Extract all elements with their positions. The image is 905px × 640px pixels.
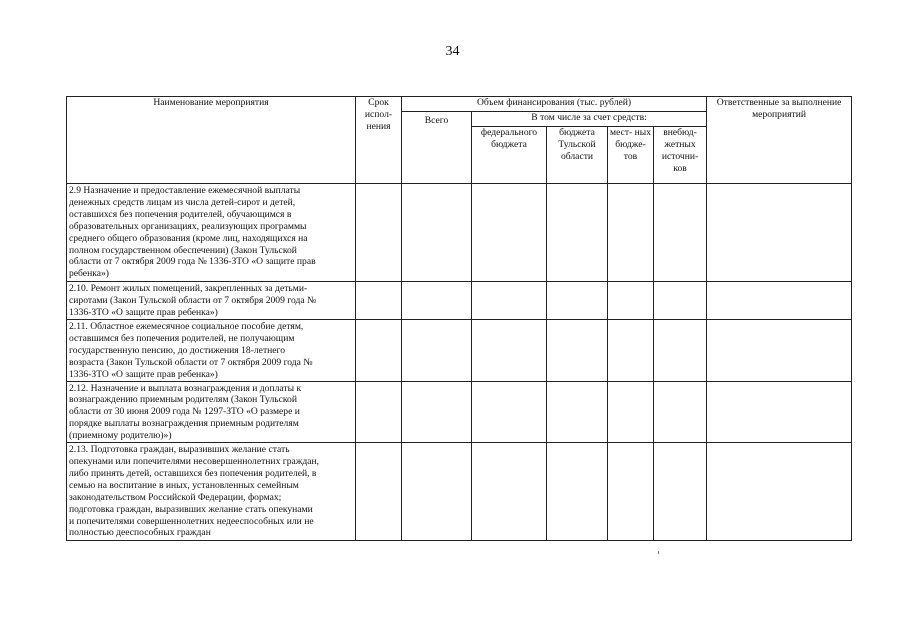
empty-cell <box>472 184 547 282</box>
row-2-11-text: 2.11. Областное ежемесячное социальное пособие детям, оставшимся без попечения родителей, не получающим государственную пенсию, до достижения 18-летнего возраста (Закон Тульской области от 7 октября 2009 года № 1336-ЗТО «О защите прав ребенка») <box>67 320 356 382</box>
empty-cell <box>608 443 654 541</box>
empty-cell <box>356 282 402 320</box>
funding-table <box>66 96 852 541</box>
empty-cell <box>654 381 707 443</box>
empty-cell <box>707 282 852 320</box>
empty-cell <box>608 282 654 320</box>
empty-cell <box>608 381 654 443</box>
table-row <box>67 381 852 443</box>
row-2-10-text: 2.10. Ремонт жилых помещений, закрепленных за детьми- сиротами (Закон Тульской области от 7 октября 2009 года № 1336-ЗТО «О защите прав ребенка») <box>67 282 356 320</box>
empty-cell <box>547 282 608 320</box>
empty-cell <box>654 443 707 541</box>
empty-cell <box>707 184 852 282</box>
empty-cell <box>402 381 472 443</box>
scan-mark <box>658 551 659 554</box>
empty-cell <box>402 184 472 282</box>
empty-cell <box>402 443 472 541</box>
empty-cell <box>608 184 654 282</box>
empty-cell <box>547 443 608 541</box>
empty-cell <box>608 320 654 382</box>
header-regional: бюджета Тульской области <box>547 127 608 184</box>
empty-cell <box>707 443 852 541</box>
table-row <box>67 443 852 541</box>
table-row <box>67 320 852 382</box>
row-2-12-text: 2.12. Назначение и выплата вознаграждения и доплаты к вознаграждению приемным родителям (Закон Тульской области от 30 июня 2009 года № 1297-ЗТО «О размере и порядке выплаты вознаграждения приемным родителям (приемному родителю)») <box>67 381 356 443</box>
empty-cell <box>707 381 852 443</box>
empty-cell <box>472 282 547 320</box>
row-2-13-text: 2.13. Подготовка граждан, выразивших желание стать опекунами или попечителями несовершеннолетних граждан, либо принять детей, оставшихся без попечения родителей, в семью на воспитание в иных, установленных семейным законодательством Российской Федерации, формах; подготовка граждан, выразивших желание стать опекунами и попечителями совершеннолетних недееспособных или не полностью дееспособных граждан <box>67 443 356 541</box>
empty-cell <box>472 320 547 382</box>
row-2-9-text: 2.9 Назначение и предоставление ежемесячной выплаты денежных средств лицам из числа детей-сирот и детей, оставшихся без попечения родителей, обучающимся в образовательных организациях, реализующих программы среднего общего образования (кроме лиц, находящихся на полном государственном обеспечении) (Закон Тульской области от 7 октября 2009 года № 1336-ЗТО «О защите прав ребенка») <box>67 184 356 282</box>
empty-cell <box>654 184 707 282</box>
empty-cell <box>654 320 707 382</box>
header-responsible: Ответственные за выполнение мероприятий <box>707 97 852 184</box>
empty-cell <box>547 184 608 282</box>
header-extra: внебюд- жетных источни- ков <box>654 127 707 184</box>
empty-cell <box>707 320 852 382</box>
header-total: Всего <box>402 112 472 184</box>
header-federal: федерального бюджета <box>472 127 547 184</box>
header-name: Наименование мероприятия <box>67 97 356 184</box>
empty-cell <box>356 443 402 541</box>
empty-cell <box>402 320 472 382</box>
empty-cell <box>547 381 608 443</box>
empty-cell <box>356 381 402 443</box>
table-row <box>67 282 852 320</box>
empty-cell <box>654 282 707 320</box>
table-row <box>67 184 852 282</box>
empty-cell <box>472 381 547 443</box>
empty-cell <box>356 320 402 382</box>
header-funding: Объем финансирования (тыс. рублей) <box>402 97 707 112</box>
header-local: мест- ных бюдже- тов <box>608 127 654 184</box>
page-number: 34 <box>445 44 460 59</box>
header-incl: В том числе за счет средств: <box>472 112 707 127</box>
empty-cell <box>547 320 608 382</box>
empty-cell <box>472 443 547 541</box>
empty-cell <box>356 184 402 282</box>
empty-cell <box>402 282 472 320</box>
header-term: Срок испол- нения <box>356 97 402 184</box>
